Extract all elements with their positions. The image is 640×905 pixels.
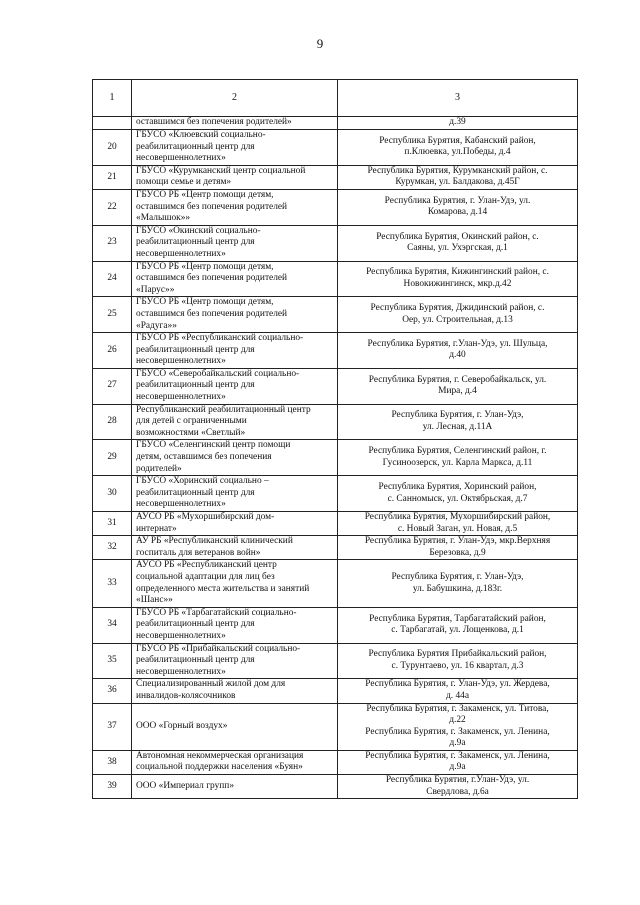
address-cell: [338, 703, 578, 750]
address-line: Республика Бурятия, Мухоршибирский район,: [364, 512, 551, 522]
name-line: несовершеннолетних»: [136, 248, 226, 259]
address-line: Республика Бурятия, Кабанский район,: [379, 135, 536, 146]
name-line: ГБУСО РБ «Тарбагатайский социально-: [136, 607, 297, 618]
table-header-row: [93, 80, 578, 117]
name-line: несовершеннолетних»: [136, 356, 226, 367]
name-line: интернат»: [136, 523, 177, 534]
name-line: «Радуга»»: [136, 320, 177, 331]
institution-name-cell: [132, 404, 338, 440]
row-number-cell: 26: [93, 333, 132, 369]
name-line: социальной поддержки населения «Буян»: [136, 762, 303, 773]
address-line: Свердлова, д.6а: [426, 786, 489, 797]
address-cell: [338, 476, 578, 512]
name-line: ГБУСО «Хоринский социально –: [136, 476, 269, 487]
row-number-cell: 27: [93, 368, 132, 404]
address-line: Новокижингинск, мкр.д.42: [403, 278, 512, 289]
address-cell: [338, 117, 578, 130]
address-line: Республика Бурятия, г. Улан-Удэ,: [391, 571, 524, 582]
address-cell: [338, 512, 578, 536]
row-number-cell: 31: [93, 512, 132, 536]
table-row: [93, 679, 578, 703]
address-line: с. Тарбагатай, ул. Лощенкова, д.1: [391, 625, 524, 636]
address-line: ул. Бабушкина, д.183г.: [412, 583, 503, 594]
table-row: [93, 189, 578, 225]
address-line: Республика Бурятия Прибайкальский район,: [368, 649, 547, 660]
row-number-cell: [93, 117, 132, 130]
table-row: [93, 130, 578, 166]
name-line: социальной адаптации для лиц без: [136, 571, 275, 582]
row-number-cell: 33: [93, 560, 132, 607]
address-line: Республика Бурятия, Окинский район, с.: [376, 231, 539, 242]
row-number-cell: 32: [93, 536, 132, 560]
address-line: Республика Бурятия, г.Улан-Удэ, ул.: [385, 775, 530, 786]
table-row: [93, 643, 578, 679]
table-row: [93, 512, 578, 536]
name-line: ООО «Горный воздух»: [136, 720, 228, 731]
row-number-cell: 38: [93, 750, 132, 774]
name-line: ГБУСО РБ «Республиканский социально-: [136, 333, 304, 344]
row-number-cell: 35: [93, 643, 132, 679]
name-line: Республиканский реабилитационный центр: [136, 404, 311, 415]
institution-name-cell: [132, 703, 338, 750]
name-line: несовершеннолетних»: [136, 392, 226, 403]
address-line: Оер, ул. Строительная, д.13: [402, 314, 513, 325]
table-row: [93, 333, 578, 369]
name-line: реабилитационный центр для: [136, 237, 255, 248]
name-line: для детей с ограниченными: [136, 416, 247, 427]
address-cell: [338, 775, 578, 799]
row-number-cell: 24: [93, 261, 132, 297]
address-line: Саяны, ул. Ухэргская, д.1: [407, 243, 508, 254]
name-line: возможностями «Светлый»: [136, 427, 246, 438]
name-line: помощи семье и детям»: [136, 177, 232, 188]
name-line: реабилитационный центр для: [136, 655, 255, 666]
address-line: Березовка, д.9: [429, 547, 486, 558]
address-cell: [338, 679, 578, 703]
name-line: ГБУСО РБ «Прибайкальский социально-: [136, 643, 301, 654]
address-line: д. 44а: [446, 690, 469, 701]
institution-name-cell: [132, 750, 338, 774]
address-line: Курумкан, ул. Балдакова, д.45Г: [395, 177, 520, 188]
row-number-cell: 21: [93, 165, 132, 189]
table-row: [93, 703, 578, 750]
institution-name-cell: [132, 261, 338, 297]
address-cell: [338, 607, 578, 643]
address-line: д.22: [449, 715, 466, 726]
address-line: с. Турунтаево, ул. 16 квартал, д.3: [391, 660, 524, 671]
name-line: несовершеннолетних»: [136, 499, 226, 510]
table-row: [93, 297, 578, 333]
name-line: оставшимся без попечения родителей: [136, 308, 288, 319]
address-line: д.9а: [449, 762, 466, 773]
name-line: «Малышок»»: [136, 213, 191, 224]
name-line: реабилитационный центр для: [136, 619, 255, 630]
address-line: Республика Бурятия, Селенгинский район, г.: [368, 446, 547, 457]
address-line: Республика Бурятия, Курумканский район, с.: [367, 165, 548, 176]
address-line: Республика Бурятия, г. Улан-Удэ, мкр.Верхняя: [364, 536, 551, 547]
name-line: оставшимся без попечения родителей»: [136, 117, 292, 127]
name-line: «Шанс»»: [136, 595, 173, 606]
institutions-table: [92, 79, 578, 799]
name-line: «Парус»»: [136, 284, 175, 295]
institution-name-cell: [132, 189, 338, 225]
name-line: родителей»: [136, 463, 182, 474]
address-line: Республика Бурятия, Джидинский район, с.: [370, 303, 545, 314]
name-line: Специализированный жилой дом для: [136, 679, 286, 690]
table-row: [93, 225, 578, 261]
table-row: [93, 560, 578, 607]
institution-name-cell: [132, 225, 338, 261]
address-cell: [338, 130, 578, 166]
name-line: ГБУСО «Окинский социально-: [136, 225, 261, 236]
name-line: ГБУСО РБ «Центр помощи детям,: [136, 261, 274, 272]
row-number-cell: 29: [93, 440, 132, 476]
institution-name-cell: [132, 512, 338, 536]
row-number-cell: 20: [93, 130, 132, 166]
address-cell: [338, 404, 578, 440]
address-line: Республика Бурятия, г. Закаменск, ул. Ленина,: [365, 750, 550, 761]
row-number-cell: 23: [93, 225, 132, 261]
table-row: [93, 476, 578, 512]
name-line: ГБУСО РБ «Центр помощи детям,: [136, 189, 274, 200]
address-line: ул. Лесная, д.11А: [422, 422, 493, 433]
address-line: Республика Бурятия, Тарбагатайский район,: [369, 613, 546, 624]
address-cell: [338, 750, 578, 774]
table-row: [93, 775, 578, 799]
column-header-3: 3: [338, 80, 578, 117]
name-line: несовершеннолетних»: [136, 630, 226, 641]
name-line: реабилитационный центр для: [136, 141, 255, 152]
name-line: госпиталь для ветеранов войн»: [136, 547, 261, 558]
address-line: п.Клюевка, ул.Победы, д.4: [404, 147, 511, 158]
institution-name-cell: [132, 297, 338, 333]
table-row: [93, 536, 578, 560]
institution-name-cell: [132, 368, 338, 404]
address-cell: [338, 297, 578, 333]
address-line: с. Санномыск, ул. Октябрьская, д.7: [387, 493, 528, 504]
row-number-cell: 30: [93, 476, 132, 512]
row-number-cell: 39: [93, 775, 132, 799]
address-cell: [338, 189, 578, 225]
name-line: АУСО РБ «Республиканский центр: [136, 560, 277, 571]
address-line: Мира, д.4: [438, 386, 477, 397]
name-line: ГБУСО «Курумканский центр социальной: [136, 165, 306, 176]
address-cell: [338, 560, 578, 607]
name-line: несовершеннолетних»: [136, 153, 226, 164]
institution-name-cell: [132, 117, 338, 130]
institution-name-cell: [132, 536, 338, 560]
address-line: с. Новый Заган, ул. Новая, д.5: [397, 523, 518, 534]
name-line: несовершеннолетних»: [136, 666, 226, 677]
name-line: инвалидов-колясочников: [136, 690, 236, 701]
table-row: [93, 440, 578, 476]
address-line: Республика Бурятия, г.Улан-Удэ, ул. Шульца,: [367, 338, 548, 349]
page-number: 9: [316, 36, 324, 51]
address-line: Республика Бурятия, Кижингинский район, с.: [366, 267, 549, 278]
name-line: оставшимся без попечения родителей: [136, 201, 288, 212]
institution-name-cell: [132, 560, 338, 607]
address-cell: [338, 165, 578, 189]
institution-name-cell: [132, 130, 338, 166]
name-line: ГБУСО «Клюевский социально-: [136, 130, 266, 140]
name-line: АУ РБ «Республиканский клинический: [136, 536, 293, 547]
institution-name-cell: [132, 775, 338, 799]
address-cell: [338, 440, 578, 476]
column-header-1: 1: [93, 80, 132, 117]
column-header-2: 2: [132, 80, 338, 117]
table-row: [93, 750, 578, 774]
address-line: Республика Бурятия, г. Северобайкальск, ул.: [368, 374, 547, 385]
table-row: [93, 368, 578, 404]
institution-name-cell: [132, 643, 338, 679]
address-line: д.40: [449, 350, 466, 361]
name-line: ГБУСО «Северобайкальский социально-: [136, 368, 300, 379]
name-line: реабилитационный центр для: [136, 487, 255, 498]
address-line: Гусиноозерск, ул. Карла Маркса, д.11: [382, 457, 533, 468]
table-row: [93, 404, 578, 440]
address-cell: [338, 333, 578, 369]
table-row-continued: [93, 117, 578, 130]
address-cell: [338, 261, 578, 297]
institution-name-cell: [132, 476, 338, 512]
name-line: оставшимся без попечения родителей: [136, 273, 288, 284]
address-line: Комарова, д.14: [427, 207, 488, 218]
address-line: Республика Бурятия, г. Закаменск, ул. Титова,: [366, 703, 549, 714]
institution-name-cell: [132, 440, 338, 476]
address-line: д.9а: [449, 738, 466, 749]
name-line: АУСО РБ «Мухоршибирский дом-: [136, 512, 275, 522]
address-line: Республика Бурятия, Хоринский район,: [378, 482, 537, 493]
address-line: Республика Бурятия, г. Улан-Удэ, ул.: [384, 195, 531, 206]
row-number-cell: 25: [93, 297, 132, 333]
row-number-cell: 34: [93, 607, 132, 643]
address-line: Республика Бурятия, г. Закаменск, ул. Ленина,: [365, 726, 550, 737]
address-line: Республика Бурятия, г. Улан-Удэ,: [391, 410, 524, 421]
address-cell: [338, 643, 578, 679]
institution-name-cell: [132, 607, 338, 643]
institution-name-cell: [132, 165, 338, 189]
address-cell: [338, 368, 578, 404]
name-line: реабилитационный центр для: [136, 344, 255, 355]
name-line: Автономная некоммерческая организация: [136, 750, 304, 761]
address-line: д.39: [449, 117, 466, 127]
institution-name-cell: [132, 679, 338, 703]
name-line: определенного места жительства и занятий: [136, 583, 310, 594]
table-row: [93, 165, 578, 189]
address-cell: [338, 225, 578, 261]
name-line: ГБУСО РБ «Центр помощи детям,: [136, 297, 274, 308]
row-number-cell: 22: [93, 189, 132, 225]
name-line: ГБУСО «Селенгинский центр помощи: [136, 440, 291, 451]
address-cell: [338, 536, 578, 560]
address-line: Республика Бурятия, г. Улан-Удэ, ул. Жердева,: [365, 679, 550, 690]
name-line: ООО «Империал групп»: [136, 780, 235, 791]
row-number-cell: 37: [93, 703, 132, 750]
row-number-cell: 28: [93, 404, 132, 440]
table-row: [93, 607, 578, 643]
row-number-cell: 36: [93, 679, 132, 703]
institution-name-cell: [132, 333, 338, 369]
name-line: реабилитационный центр для: [136, 380, 255, 391]
name-line: детям, оставшимся без попечения: [136, 452, 272, 463]
table-row: [93, 261, 578, 297]
